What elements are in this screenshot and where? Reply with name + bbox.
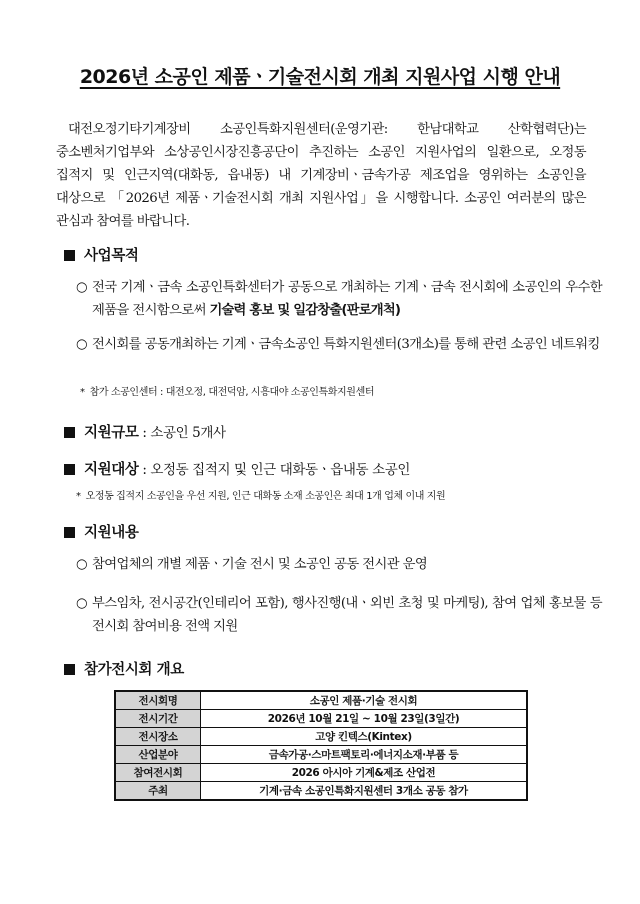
table-row (115, 710, 527, 728)
content-heading: 지원내용 (64, 521, 138, 542)
row-value: 소공인 제품·기술 전시회 (201, 691, 528, 710)
row-label: 참여전시회 (115, 764, 201, 782)
table-row (115, 746, 527, 764)
square-bullet-icon (64, 464, 75, 475)
exhibition-overview-table (114, 690, 528, 801)
scale-value: : 소공인 5개사 (138, 425, 226, 441)
row-value: 기계·금속 소공인특화지원센터 3개소 공동 참가 (201, 782, 528, 801)
row-value: 2026 아시아 기계&제조 산업전 (201, 764, 528, 782)
table-row (115, 691, 527, 710)
content-item-1: ○ 참여업체의 개별 제품ㆍ기술 전시 및 소공인 공동 전시관 운영 (76, 553, 602, 576)
table-row (115, 782, 527, 801)
purpose-item-1: ○ 전국 기계ㆍ금속 소공인특화센터가 공동으로 개최하는 기계ㆍ금속 전시회에 소공인의 우수한 제품을 전시함으로써 기술력 홍보 및 일감창출(판로개척) (76, 276, 602, 322)
table-row (115, 764, 527, 782)
content-item-2: ○ 부스임차, 전시공간(인테리어 포함), 행사진행(내ㆍ외빈 초청 및 마케팅), 참여 업체 홍보물 등 전시회 참여비용 전액 지원 (76, 592, 602, 638)
row-label: 산업분야 (115, 746, 201, 764)
target-heading: 지원대상 : 오정동 집적지 및 인근 대화동ㆍ읍내동 소공인 (64, 458, 410, 479)
asterisk-icon: * (80, 387, 85, 398)
square-bullet-icon (64, 250, 75, 261)
circle-bullet-icon: ○ (76, 596, 88, 611)
purpose-note: * 참가 소공인센터 : 대전오정, 대전덕암, 시흥대야 소공인특화지원센터 (80, 387, 375, 398)
row-label: 전시기간 (115, 710, 201, 728)
circle-bullet-icon: ○ (76, 337, 88, 352)
square-bullet-icon (64, 664, 75, 675)
target-value: : 오정동 집적지 및 인근 대화동ㆍ읍내동 소공인 (138, 462, 411, 478)
intro-paragraph: 대전오정기타기계장비 소공인특화지원센터(운영기관: 한남대학교 산학협력단)는 중소벤처기업부와 소상공인시장진흥공단이 추진하는 소공인 지원사업의 일환으로, 오정동 집적지 및 인근지역(대화동, 읍내동) 내 기계장비ㆍ금속가공 제조업을 영위하는 소공인을 대상으로 「2026년 제품ㆍ기술전시회 개최 지원사업」을 시행합니다. 소공인 여러분의 많은 관심과 참여를 바랍니다. (56, 122, 586, 229)
circle-bullet-icon: ○ (76, 280, 88, 295)
row-label: 전시회명 (115, 691, 201, 710)
row-value: 고양 킨텍스(Kintex) (201, 728, 528, 746)
purpose-heading: 사업목적 (64, 244, 138, 265)
purpose-item-2: ○ 전시회를 공동개최하는 기계ㆍ금속소공인 특화지원센터(3개소)를 통해 관련 소공인 네트워킹 (76, 333, 602, 356)
circle-bullet-icon: ○ (76, 557, 88, 572)
row-label: 주최 (115, 782, 201, 801)
asterisk-icon: * (76, 491, 81, 502)
square-bullet-icon (64, 427, 75, 438)
overview-heading: 참가전시회 개요 (64, 658, 184, 679)
target-note: * 오정동 집적지 소공인을 우선 지원, 인근 대화동 소재 소공인은 최대 1개 업체 이내 지원 (76, 491, 446, 502)
row-label: 전시장소 (115, 728, 201, 746)
row-value: 2026년 10월 21일 ~ 10월 23일(3일간) (201, 710, 528, 728)
purpose-highlight: 기술력 홍보 및 일감창출(판로개척) (209, 303, 401, 318)
table-row (115, 728, 527, 746)
scale-heading: 지원규모 : 소공인 5개사 (64, 421, 226, 442)
square-bullet-icon (64, 527, 75, 538)
document-title: 2026년 소공인 제품ㆍ기술전시회 개최 지원사업 시행 안내 (79, 66, 561, 88)
row-value: 금속가공·스마트팩토리·에너지소재·부품 등 (201, 746, 528, 764)
